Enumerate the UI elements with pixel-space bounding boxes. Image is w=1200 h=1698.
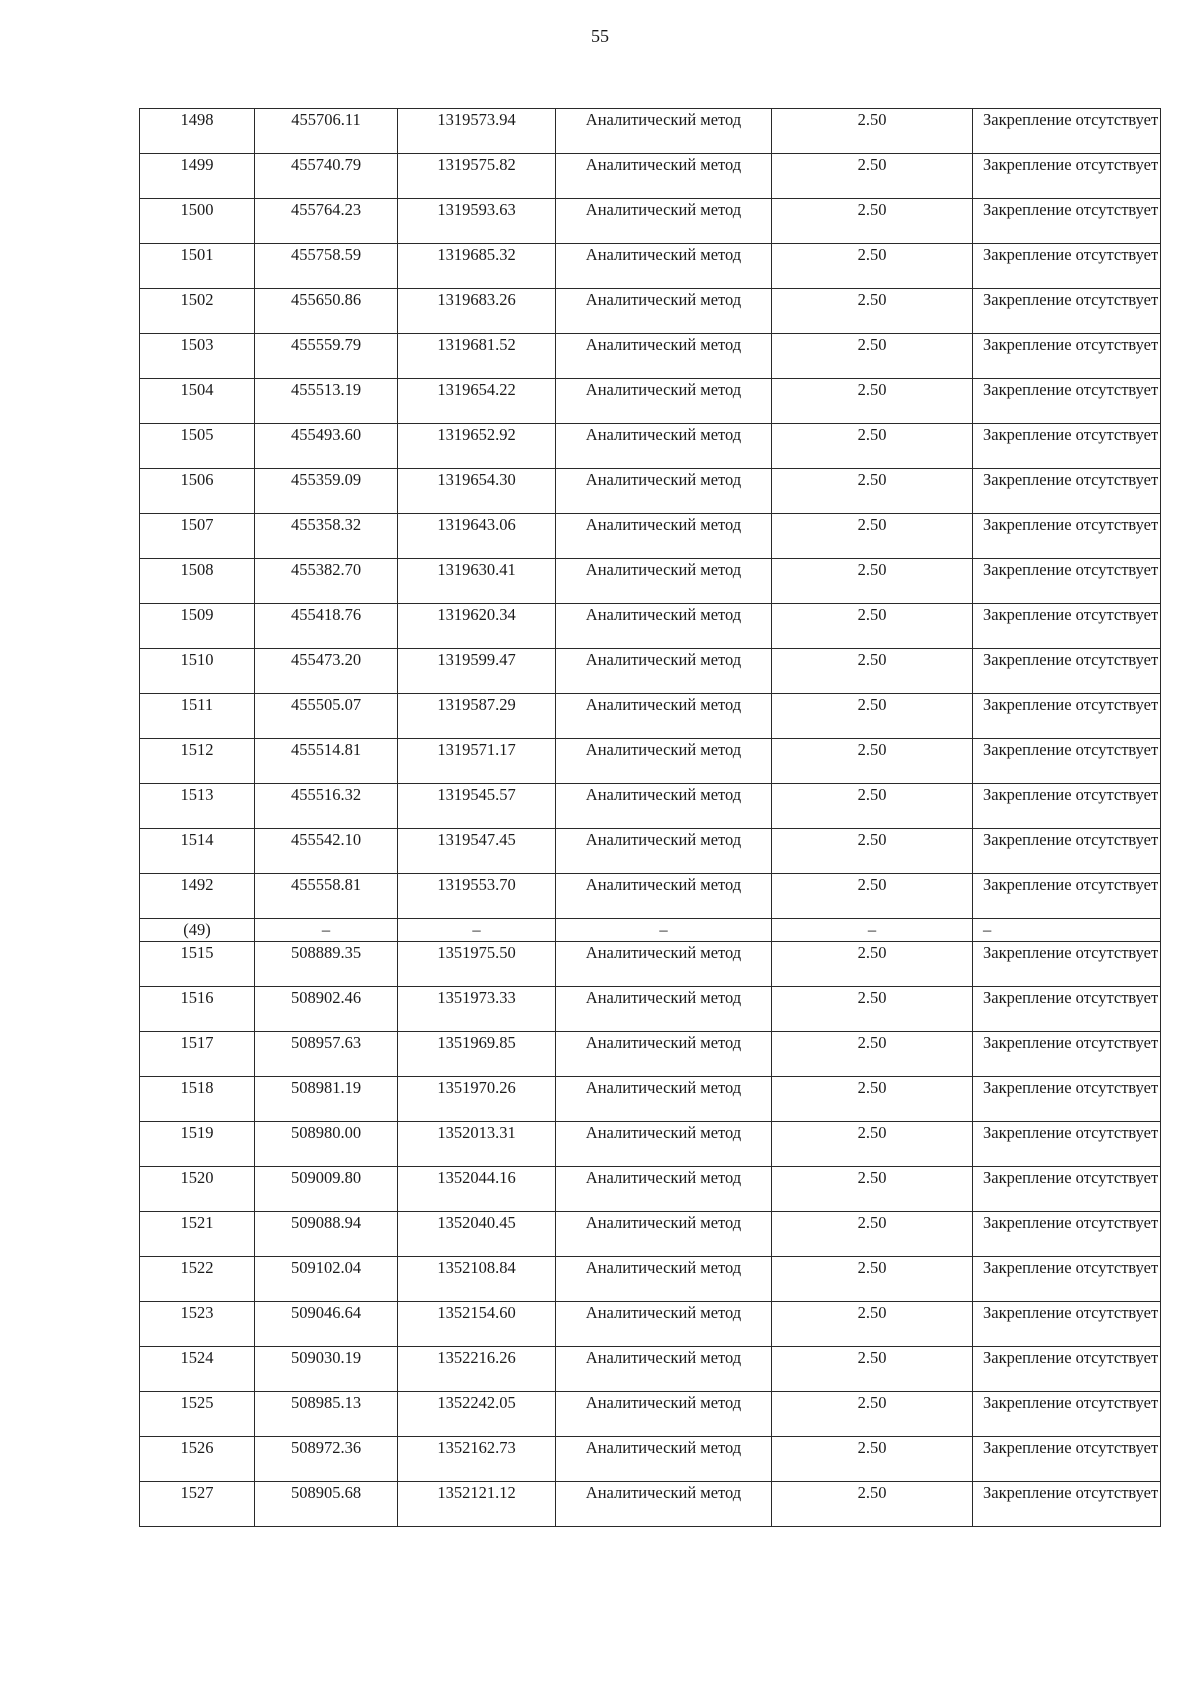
accuracy-cell: 2.50	[772, 1347, 973, 1392]
fixation-cell: Закрепление отсутствует	[973, 109, 1161, 154]
y-coordinate-cell: 1319654.22	[398, 379, 556, 424]
x-coordinate-cell: 509030.19	[255, 1347, 398, 1392]
fixation-cell: Закрепление отсутствует	[973, 1212, 1161, 1257]
table-row	[140, 154, 1161, 199]
method-cell: Аналитический метод	[556, 1347, 772, 1392]
method-cell: Аналитический метод	[556, 649, 772, 694]
fixation-cell: Закрепление отсутствует	[973, 1482, 1161, 1527]
method-cell: Аналитический метод	[556, 244, 772, 289]
x-coordinate-cell: 455514.81	[255, 739, 398, 784]
table-row	[140, 199, 1161, 244]
method-cell: Аналитический метод	[556, 942, 772, 987]
accuracy-cell: 2.50	[772, 942, 973, 987]
x-coordinate-cell: 508972.36	[255, 1437, 398, 1482]
point-number-cell: 1509	[140, 604, 255, 649]
method-cell: Аналитический метод	[556, 739, 772, 784]
x-coordinate-cell: 455542.10	[255, 829, 398, 874]
point-number-cell: 1503	[140, 334, 255, 379]
fixation-cell: Закрепление отсутствует	[973, 784, 1161, 829]
table-row	[140, 1482, 1161, 1527]
point-number-cell: 1507	[140, 514, 255, 559]
y-coordinate-cell: 1319643.06	[398, 514, 556, 559]
fixation-cell: Закрепление отсутствует	[973, 1167, 1161, 1212]
method-cell: Аналитический метод	[556, 334, 772, 379]
point-number-cell: 1521	[140, 1212, 255, 1257]
point-number-cell: 1505	[140, 424, 255, 469]
method-cell: Аналитический метод	[556, 784, 772, 829]
fixation-cell: Закрепление отсутствует	[973, 874, 1161, 919]
table-row	[140, 424, 1161, 469]
x-coordinate-cell: 508905.68	[255, 1482, 398, 1527]
x-coordinate-cell: 455764.23	[255, 199, 398, 244]
table-row	[140, 1437, 1161, 1482]
table-row	[140, 1032, 1161, 1077]
method-cell: Аналитический метод	[556, 987, 772, 1032]
point-number-cell: 1502	[140, 289, 255, 334]
table-body	[140, 109, 1161, 1527]
y-coordinate-cell: 1352013.31	[398, 1122, 556, 1167]
y-coordinate-cell: 1352162.73	[398, 1437, 556, 1482]
point-number-cell: 1524	[140, 1347, 255, 1392]
fixation-cell: Закрепление отсутствует	[973, 739, 1161, 784]
accuracy-cell: 2.50	[772, 1212, 973, 1257]
x-coordinate-cell: 508980.00	[255, 1122, 398, 1167]
table-row	[140, 559, 1161, 604]
accuracy-cell: 2.50	[772, 379, 973, 424]
y-coordinate-cell: 1351969.85	[398, 1032, 556, 1077]
table-row	[140, 1077, 1161, 1122]
accuracy-cell: 2.50	[772, 199, 973, 244]
table-separator-row	[140, 919, 1161, 942]
y-coordinate-cell: 1352216.26	[398, 1347, 556, 1392]
point-number-cell: 1522	[140, 1257, 255, 1302]
x-coordinate-cell: 508985.13	[255, 1392, 398, 1437]
y-coordinate-cell: –	[398, 919, 556, 942]
method-cell: Аналитический метод	[556, 559, 772, 604]
y-coordinate-cell: 1319545.57	[398, 784, 556, 829]
fixation-cell: Закрепление отсутствует	[973, 1032, 1161, 1077]
method-cell: Аналитический метод	[556, 469, 772, 514]
fixation-cell: Закрепление отсутствует	[973, 289, 1161, 334]
x-coordinate-cell: 455493.60	[255, 424, 398, 469]
fixation-cell: Закрепление отсутствует	[973, 829, 1161, 874]
fixation-cell: Закрепление отсутствует	[973, 604, 1161, 649]
accuracy-cell: 2.50	[772, 334, 973, 379]
x-coordinate-cell: 455559.79	[255, 334, 398, 379]
x-coordinate-cell: 508902.46	[255, 987, 398, 1032]
method-cell: Аналитический метод	[556, 289, 772, 334]
point-number-cell: 1519	[140, 1122, 255, 1167]
method-cell: Аналитический метод	[556, 1302, 772, 1347]
fixation-cell: Закрепление отсутствует	[973, 1392, 1161, 1437]
table-row	[140, 829, 1161, 874]
x-coordinate-cell: 455418.76	[255, 604, 398, 649]
accuracy-cell: 2.50	[772, 1302, 973, 1347]
point-number-cell: 1526	[140, 1437, 255, 1482]
y-coordinate-cell: 1319547.45	[398, 829, 556, 874]
accuracy-cell: 2.50	[772, 154, 973, 199]
point-number-cell: 1527	[140, 1482, 255, 1527]
accuracy-cell: 2.50	[772, 1122, 973, 1167]
accuracy-cell: 2.50	[772, 694, 973, 739]
y-coordinate-cell: 1351973.33	[398, 987, 556, 1032]
point-number-cell: 1511	[140, 694, 255, 739]
x-coordinate-cell: 455359.09	[255, 469, 398, 514]
point-number-cell: 1498	[140, 109, 255, 154]
x-coordinate-cell: 455758.59	[255, 244, 398, 289]
point-number-cell: 1512	[140, 739, 255, 784]
method-cell: Аналитический метод	[556, 1482, 772, 1527]
y-coordinate-cell: 1319571.17	[398, 739, 556, 784]
table-row	[140, 1347, 1161, 1392]
method-cell: Аналитический метод	[556, 1392, 772, 1437]
point-number-cell: (49)	[140, 919, 255, 942]
accuracy-cell: 2.50	[772, 1437, 973, 1482]
table-row	[140, 874, 1161, 919]
table-row	[140, 334, 1161, 379]
fixation-cell: Закрепление отсутствует	[973, 649, 1161, 694]
x-coordinate-cell: –	[255, 919, 398, 942]
fixation-cell: Закрепление отсутствует	[973, 1122, 1161, 1167]
method-cell: Аналитический метод	[556, 604, 772, 649]
x-coordinate-cell: 455706.11	[255, 109, 398, 154]
fixation-cell: Закрепление отсутствует	[973, 1257, 1161, 1302]
method-cell: Аналитический метод	[556, 694, 772, 739]
fixation-cell: Закрепление отсутствует	[973, 1437, 1161, 1482]
table-row	[140, 604, 1161, 649]
y-coordinate-cell: 1319630.41	[398, 559, 556, 604]
y-coordinate-cell: 1352040.45	[398, 1212, 556, 1257]
accuracy-cell: 2.50	[772, 244, 973, 289]
fixation-cell: Закрепление отсутствует	[973, 244, 1161, 289]
accuracy-cell: 2.50	[772, 424, 973, 469]
method-cell: Аналитический метод	[556, 154, 772, 199]
point-number-cell: 1510	[140, 649, 255, 694]
table-row	[140, 784, 1161, 829]
point-number-cell: 1516	[140, 987, 255, 1032]
accuracy-cell: 2.50	[772, 604, 973, 649]
x-coordinate-cell: 455382.70	[255, 559, 398, 604]
method-cell: Аналитический метод	[556, 1077, 772, 1122]
method-cell: Аналитический метод	[556, 829, 772, 874]
y-coordinate-cell: 1319620.34	[398, 604, 556, 649]
fixation-cell: Закрепление отсутствует	[973, 154, 1161, 199]
table-row	[140, 1167, 1161, 1212]
x-coordinate-cell: 508889.35	[255, 942, 398, 987]
y-coordinate-cell: 1319654.30	[398, 469, 556, 514]
accuracy-cell: 2.50	[772, 987, 973, 1032]
point-number-cell: 1515	[140, 942, 255, 987]
table-row	[140, 942, 1161, 987]
table-row	[140, 244, 1161, 289]
x-coordinate-cell: 455740.79	[255, 154, 398, 199]
fixation-cell: Закрепление отсутствует	[973, 1302, 1161, 1347]
fixation-cell: Закрепление отсутствует	[973, 942, 1161, 987]
table-row	[140, 379, 1161, 424]
x-coordinate-cell: 509009.80	[255, 1167, 398, 1212]
table-row	[140, 1212, 1161, 1257]
fixation-cell: Закрепление отсутствует	[973, 987, 1161, 1032]
y-coordinate-cell: 1352242.05	[398, 1392, 556, 1437]
y-coordinate-cell: 1352108.84	[398, 1257, 556, 1302]
y-coordinate-cell: 1319587.29	[398, 694, 556, 739]
point-number-cell: 1504	[140, 379, 255, 424]
point-number-cell: 1513	[140, 784, 255, 829]
x-coordinate-cell: 455516.32	[255, 784, 398, 829]
method-cell: –	[556, 919, 772, 942]
table-row	[140, 469, 1161, 514]
x-coordinate-cell: 455558.81	[255, 874, 398, 919]
accuracy-cell: 2.50	[772, 784, 973, 829]
table-row	[140, 739, 1161, 784]
fixation-cell: Закрепление отсутствует	[973, 379, 1161, 424]
point-number-cell: 1514	[140, 829, 255, 874]
method-cell: Аналитический метод	[556, 1212, 772, 1257]
point-number-cell: 1520	[140, 1167, 255, 1212]
x-coordinate-cell: 509102.04	[255, 1257, 398, 1302]
method-cell: Аналитический метод	[556, 1437, 772, 1482]
fixation-cell: Закрепление отсутствует	[973, 559, 1161, 604]
coordinates-table	[139, 108, 1161, 1527]
fixation-cell: Закрепление отсутствует	[973, 334, 1161, 379]
point-number-cell: 1499	[140, 154, 255, 199]
accuracy-cell: 2.50	[772, 1032, 973, 1077]
fixation-cell: Закрепление отсутствует	[973, 199, 1161, 244]
page-number: 55	[591, 26, 609, 46]
table-row	[140, 1122, 1161, 1167]
method-cell: Аналитический метод	[556, 1032, 772, 1077]
table-row	[140, 289, 1161, 334]
method-cell: Аналитический метод	[556, 514, 772, 559]
x-coordinate-cell: 455358.32	[255, 514, 398, 559]
accuracy-cell: 2.50	[772, 514, 973, 559]
fixation-cell: Закрепление отсутствует	[973, 1077, 1161, 1122]
accuracy-cell: 2.50	[772, 829, 973, 874]
y-coordinate-cell: 1319573.94	[398, 109, 556, 154]
point-number-cell: 1501	[140, 244, 255, 289]
y-coordinate-cell: 1319599.47	[398, 649, 556, 694]
table-row	[140, 514, 1161, 559]
y-coordinate-cell: 1319685.32	[398, 244, 556, 289]
y-coordinate-cell: 1351975.50	[398, 942, 556, 987]
fixation-cell: Закрепление отсутствует	[973, 469, 1161, 514]
y-coordinate-cell: 1351970.26	[398, 1077, 556, 1122]
x-coordinate-cell: 508981.19	[255, 1077, 398, 1122]
fixation-cell: Закрепление отсутствует	[973, 694, 1161, 739]
method-cell: Аналитический метод	[556, 199, 772, 244]
y-coordinate-cell: 1319593.63	[398, 199, 556, 244]
accuracy-cell: 2.50	[772, 1077, 973, 1122]
table-row	[140, 1302, 1161, 1347]
y-coordinate-cell: 1319681.52	[398, 334, 556, 379]
table-row	[140, 109, 1161, 154]
point-number-cell: 1523	[140, 1302, 255, 1347]
y-coordinate-cell: 1319683.26	[398, 289, 556, 334]
y-coordinate-cell: 1319652.92	[398, 424, 556, 469]
x-coordinate-cell: 508957.63	[255, 1032, 398, 1077]
accuracy-cell: 2.50	[772, 1392, 973, 1437]
y-coordinate-cell: 1319575.82	[398, 154, 556, 199]
point-number-cell: 1500	[140, 199, 255, 244]
accuracy-cell: 2.50	[772, 1482, 973, 1527]
accuracy-cell: 2.50	[772, 1167, 973, 1212]
x-coordinate-cell: 455505.07	[255, 694, 398, 739]
y-coordinate-cell: 1352121.12	[398, 1482, 556, 1527]
y-coordinate-cell: 1352154.60	[398, 1302, 556, 1347]
x-coordinate-cell: 455650.86	[255, 289, 398, 334]
accuracy-cell: 2.50	[772, 1257, 973, 1302]
point-number-cell: 1506	[140, 469, 255, 514]
accuracy-cell: 2.50	[772, 649, 973, 694]
method-cell: Аналитический метод	[556, 379, 772, 424]
method-cell: Аналитический метод	[556, 1167, 772, 1212]
point-number-cell: 1517	[140, 1032, 255, 1077]
method-cell: Аналитический метод	[556, 109, 772, 154]
table-row	[140, 987, 1161, 1032]
method-cell: Аналитический метод	[556, 874, 772, 919]
accuracy-cell: 2.50	[772, 559, 973, 604]
point-number-cell: 1525	[140, 1392, 255, 1437]
point-number-cell: 1492	[140, 874, 255, 919]
fixation-cell: Закрепление отсутствует	[973, 514, 1161, 559]
method-cell: Аналитический метод	[556, 1122, 772, 1167]
fixation-cell: –	[973, 919, 1161, 942]
accuracy-cell: 2.50	[772, 739, 973, 784]
y-coordinate-cell: 1352044.16	[398, 1167, 556, 1212]
x-coordinate-cell: 455473.20	[255, 649, 398, 694]
method-cell: Аналитический метод	[556, 424, 772, 469]
x-coordinate-cell: 509088.94	[255, 1212, 398, 1257]
y-coordinate-cell: 1319553.70	[398, 874, 556, 919]
accuracy-cell: 2.50	[772, 874, 973, 919]
x-coordinate-cell: 455513.19	[255, 379, 398, 424]
point-number-cell: 1518	[140, 1077, 255, 1122]
fixation-cell: Закрепление отсутствует	[973, 424, 1161, 469]
table-row	[140, 1257, 1161, 1302]
method-cell: Аналитический метод	[556, 1257, 772, 1302]
accuracy-cell: –	[772, 919, 973, 942]
x-coordinate-cell: 509046.64	[255, 1302, 398, 1347]
accuracy-cell: 2.50	[772, 289, 973, 334]
fixation-cell: Закрепление отсутствует	[973, 1347, 1161, 1392]
table-row	[140, 1392, 1161, 1437]
accuracy-cell: 2.50	[772, 109, 973, 154]
table-row	[140, 649, 1161, 694]
table-row	[140, 694, 1161, 739]
accuracy-cell: 2.50	[772, 469, 973, 514]
point-number-cell: 1508	[140, 559, 255, 604]
